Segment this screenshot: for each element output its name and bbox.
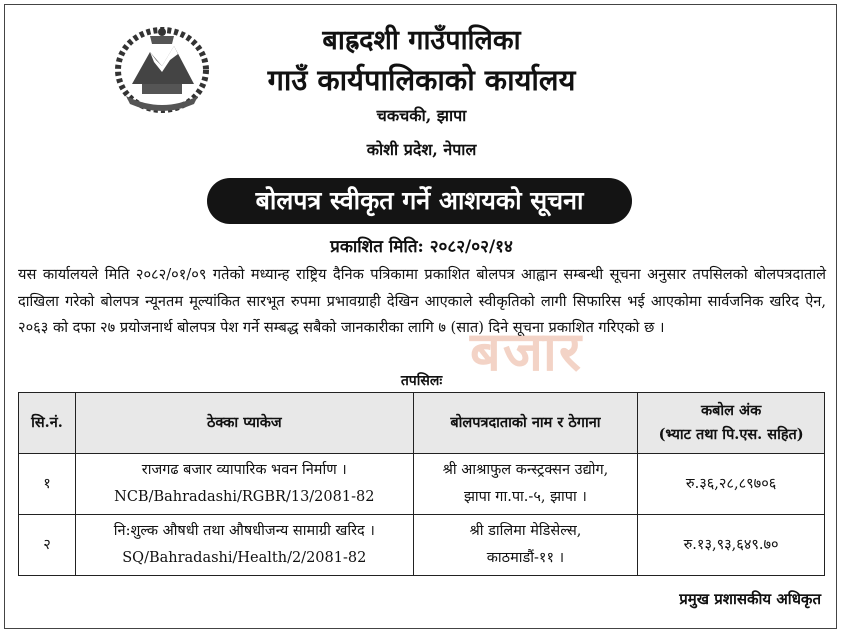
table-header-row	[19, 393, 825, 454]
header-package: ठेक्का प्याकेज	[75, 393, 413, 454]
row-sn: २	[19, 515, 76, 576]
header-amount-line2: (भ्याट तथा पि.एस. सहित)	[658, 426, 804, 443]
address: चकचकी, झापा	[376, 106, 467, 125]
row-package	[75, 515, 413, 576]
header-amount	[638, 393, 825, 454]
signature: प्रमुख प्रशासकीय अधिकृत	[679, 590, 821, 608]
notice-body: यस कार्यालयले मिति २०८२/०१/०९ गतेको मध्यान्ह राष्ट्रिय दैनिक पत्रिकामा प्रकाशित बोलपत्र आह्वान सम्बन्धी सूचना अनुसार तपसिलको बोलपत्रदाताले दाखिला गरेको बोलपत्र न्यूनतम मूल्यांकित सारभूत रुपमा प्रभावग्राही देखिन आएकाले स्वीकृतिको लागी सिफारिस भई आएकोमा सार्वजनिक खरिद ऐन, २०६३ को दफा २७ प्रयोजनार्थ बोलपत्र पेश गर्ने सम्बद्ध सबैको जानकारीका लागि ७ (सात) दिने सूचना प्रकाशित गरिएको छ ।	[18, 266, 826, 336]
bid-table	[18, 392, 825, 576]
table-row	[19, 515, 825, 576]
notice-title: बोलपत्र स्वीकृत गर्ने आशयको सूचना	[207, 178, 632, 224]
row-bidder	[413, 515, 638, 576]
row-package	[75, 454, 413, 515]
header-amount-line1: कबोल अंक	[700, 402, 762, 419]
row-amount: रु.१३,९३,६४९.७०	[638, 515, 825, 576]
bidder-name: श्री डालिमा मेडिसेल्स,	[469, 523, 582, 539]
bidder-address: काठमाडौं-११ ।	[486, 550, 565, 566]
published-date: प्रकाशित मिति: २०८२/०२/१४	[330, 237, 513, 257]
row-bidder	[413, 454, 638, 515]
watermark: बजार	[470, 320, 583, 383]
details-label: तपसिलः	[400, 373, 443, 389]
table-row	[19, 454, 825, 515]
bidder-address: झापा गा.पा.-५, झापा ।	[463, 489, 587, 505]
header-bidder: बोलपत्रदाताको नाम र ठेगाना	[413, 393, 638, 454]
row-amount: रु.३६,२८,८९७०६	[638, 454, 825, 515]
package-title: राजगढ बजार व्यापारिक भवन निर्माण ।	[141, 462, 347, 478]
province: कोशी प्रदेश, नेपाल	[366, 140, 477, 159]
municipality-name: बाह्रदशी गाउँपालिका	[322, 25, 521, 56]
row-sn: १	[19, 454, 76, 515]
office-name: गाउँ कार्यपालिकाको कार्यालय	[267, 63, 576, 97]
package-code: SQ/Bahradashi/Health/2/2081-82	[122, 550, 367, 566]
bidder-name: श्री आश्राफुल कन्स्ट्रक्सन उद्योग,	[442, 462, 609, 478]
package-code: NCB/Bahradashi/RGBR/13/2081-82	[114, 489, 375, 505]
header-sn: सि.नं.	[19, 393, 76, 454]
package-title: नि:शुल्क औषधी तथा औषधीजन्य सामाग्री खरिद ।	[113, 523, 375, 539]
